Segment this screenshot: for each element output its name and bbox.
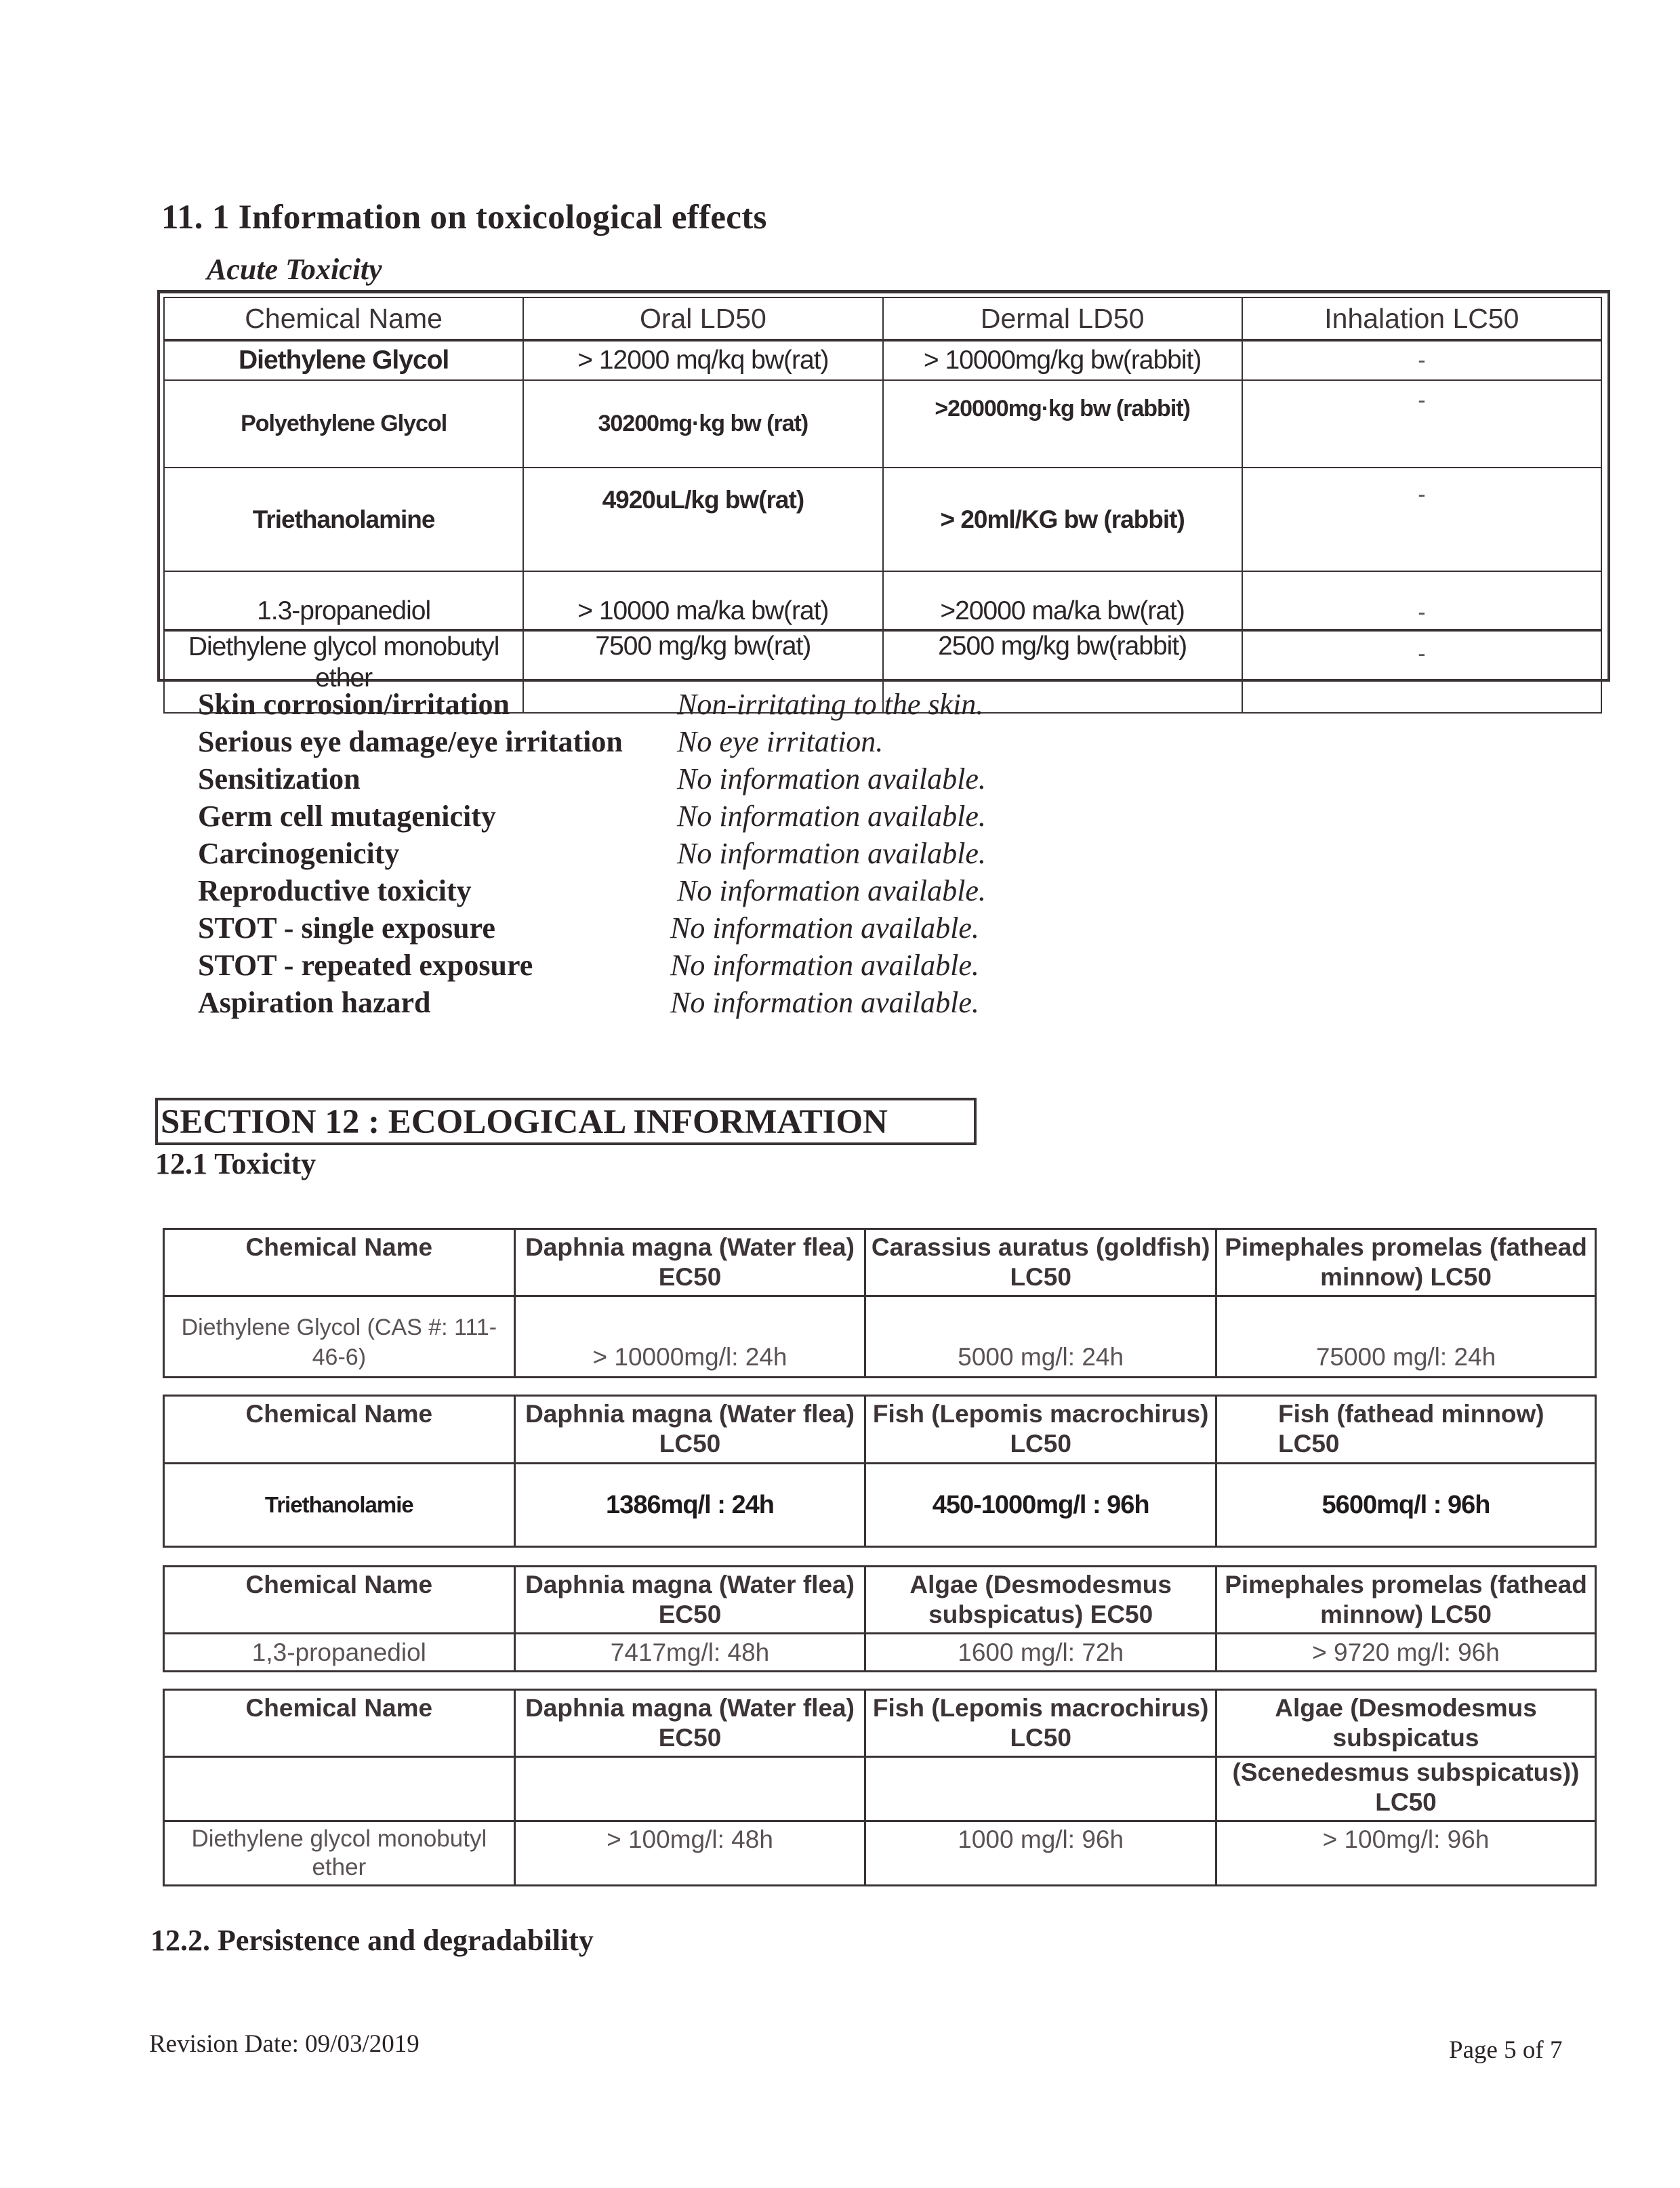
chemical-name-cell: Diethylene glycol monobutyl ether	[164, 1821, 515, 1886]
eco-toxicity-table-diethylene-glycol	[163, 1228, 1597, 1378]
dermal-ld50-cell: >20000 ma/ka bw(rat)	[883, 571, 1242, 630]
dermal-ld50-cell: 2500 mg/kg bw(rabbit)	[883, 630, 1242, 713]
column-header-continuation: (Scenedesmus subspicatus)) LC50	[1216, 1757, 1596, 1821]
property-row	[198, 798, 1147, 835]
column-header: Pimephales promelas (fathead minnow) LC50	[1216, 1229, 1596, 1296]
property-value: No information available.	[677, 874, 986, 907]
oral-ld50-cell: > 10000 ma/ka bw(rat)	[523, 571, 882, 630]
table-row	[164, 1296, 1596, 1378]
table-header-row	[164, 1690, 1596, 1757]
toxicology-properties-list	[198, 686, 1147, 1021]
column-header: Daphnia magna (Water flea) EC50	[514, 1229, 865, 1296]
column-header: Daphnia magna (Water flea) LC50	[514, 1396, 865, 1464]
column-header: Chemical Name	[164, 1567, 515, 1634]
table-header-row	[164, 1396, 1596, 1464]
column-header: Fish (Lepomis macrochirus) LC50	[865, 1396, 1216, 1464]
empty-cell	[164, 1757, 515, 1821]
table-header-row	[164, 1567, 1596, 1634]
empty-cell	[514, 1757, 865, 1821]
column-header: Inhalation LC50	[1242, 297, 1601, 340]
column-header: Algae (Desmodesmus subspicatus) EC50	[865, 1567, 1216, 1634]
value-cell: 1000 mg/l: 96h	[865, 1821, 1216, 1886]
dermal-ld50-cell: > 10000mg/kg bw(rabbit)	[883, 340, 1242, 380]
empty-cell	[865, 1757, 1216, 1821]
eco-toxicity-table-triethanolamine	[163, 1395, 1597, 1548]
column-header: Fish (fathead minnow) LC50	[1216, 1396, 1596, 1464]
column-header: Daphnia magna (Water flea) EC50	[514, 1690, 865, 1757]
property-label: Reproductive toxicity	[198, 874, 472, 907]
inhalation-lc50-cell: -	[1242, 468, 1601, 571]
property-row	[198, 909, 1147, 947]
column-header: Chemical Name	[164, 1229, 515, 1296]
column-header: Oral LD50	[523, 297, 882, 340]
value-cell: > 9720 mg/l: 96h	[1216, 1634, 1596, 1672]
oral-ld50-cell: 30200mg·kg bw (rat)	[523, 380, 882, 468]
section-11-1-heading: 11. 1 Information on toxicological effects	[161, 199, 767, 236]
toxicity-subheading: 12.1 Toxicity	[155, 1147, 316, 1180]
revision-date: Revision Date: 09/03/2019	[149, 2030, 419, 2058]
value-cell: 75000 mg/l: 24h	[1216, 1296, 1596, 1378]
property-row	[198, 984, 1147, 1021]
value-cell: > 100mg/l: 96h	[1216, 1821, 1596, 1886]
value-cell: > 100mg/l: 48h	[514, 1821, 865, 1886]
inhalation-lc50-cell: -	[1242, 630, 1601, 713]
property-row	[198, 872, 1147, 909]
column-header: Fish (Lepomis macrochirus) LC50	[865, 1690, 1216, 1757]
property-value: No information available.	[677, 762, 986, 796]
value-cell: 1600 mg/l: 72h	[865, 1634, 1216, 1672]
column-header: Dermal LD50	[883, 297, 1242, 340]
property-row	[198, 686, 1147, 723]
property-label: Carcinogenicity	[198, 837, 400, 870]
value-cell: 450-1000mg/l : 96h	[865, 1464, 1216, 1547]
column-header: Pimephales promelas (fathead minnow) LC50	[1216, 1567, 1596, 1634]
property-label: Germ cell mutagenicity	[198, 800, 496, 833]
chemical-name-cell: Triethanolamie	[164, 1464, 515, 1547]
inhalation-lc50-cell: -	[1242, 380, 1601, 468]
property-value: No information available.	[670, 911, 979, 945]
table-row	[164, 468, 1601, 571]
page-number: Page 5 of 7	[1449, 2036, 1563, 2064]
property-value: No eye irritation.	[677, 725, 884, 758]
acute-toxicity-table	[157, 290, 1610, 693]
property-value: Non-irritating to the skin.	[677, 688, 984, 721]
chemical-name-cell: 1.3-propanediol	[164, 571, 523, 630]
chemical-name-cell: 1,3-propanediol	[164, 1634, 515, 1672]
table-row	[164, 1634, 1596, 1672]
chemical-name-cell: Diethylene Glycol	[164, 340, 523, 380]
table-row	[164, 1464, 1596, 1547]
property-label: Skin corrosion/irritation	[198, 688, 510, 721]
dermal-ld50-cell: > 20ml/KG bw (rabbit)	[883, 468, 1242, 571]
chemical-name-cell: Triethanolamine	[164, 468, 523, 571]
chemical-name-cell: Diethylene glycol monobutyl ether	[164, 630, 523, 713]
property-label: STOT - repeated exposure	[198, 949, 533, 982]
inhalation-lc50-cell: -	[1242, 571, 1601, 630]
property-row	[198, 760, 1147, 798]
column-header: Chemical Name	[164, 1690, 515, 1757]
oral-ld50-cell: 7500 mg/kg bw(rat)	[523, 630, 882, 713]
value-cell: 5600mq/l : 96h	[1216, 1464, 1596, 1547]
dermal-ld50-cell: >20000mg·kg bw (rabbit)	[883, 380, 1242, 468]
persistence-degradability-heading: 12.2. Persistence and degradability	[150, 1924, 594, 1957]
property-row	[198, 723, 1147, 760]
acute-toxicity-subheading: Acute Toxicity	[207, 253, 382, 286]
table-row	[164, 1821, 1596, 1886]
property-label: Sensitization	[198, 762, 361, 796]
property-row	[198, 947, 1147, 984]
property-value: No information available.	[677, 837, 986, 870]
table-row	[164, 571, 1601, 630]
property-label: Aspiration hazard	[198, 986, 431, 1019]
column-header: Carassius auratus (goldfish) LC50	[865, 1229, 1216, 1296]
value-cell: 1386mq/l : 24h	[514, 1464, 865, 1547]
table-row	[164, 380, 1601, 468]
chemical-name-cell: Polyethylene Glycol	[164, 380, 523, 468]
property-label: STOT - single exposure	[198, 911, 495, 945]
table-header-row	[164, 1229, 1596, 1296]
section-12-heading: SECTION 12 : ECOLOGICAL INFORMATION	[155, 1098, 977, 1145]
column-header: Chemical Name	[164, 297, 523, 340]
oral-ld50-cell: > 12000 mq/kq bw(rat)	[523, 340, 882, 380]
column-header: Daphnia magna (Water flea) EC50	[514, 1567, 865, 1634]
inhalation-lc50-cell: -	[1242, 340, 1601, 380]
table-header-row	[164, 297, 1601, 340]
column-header: Chemical Name	[164, 1396, 515, 1464]
oral-ld50-cell: 4920uL/kg bw(rat)	[523, 468, 882, 571]
property-label: Serious eye damage/eye irritation	[198, 725, 623, 758]
chemical-name-cell: Diethylene Glycol (CAS #: 111-46-6)	[164, 1296, 515, 1378]
column-header: Algae (Desmodesmus subspicatus	[1216, 1690, 1596, 1757]
value-cell: 7417mg/l: 48h	[514, 1634, 865, 1672]
property-value: No information available.	[670, 986, 979, 1019]
value-cell: > 10000mg/l: 24h	[514, 1296, 865, 1378]
property-row	[198, 835, 1147, 872]
property-value: No information available.	[670, 949, 979, 982]
eco-toxicity-table-propanediol	[163, 1565, 1597, 1672]
property-value: No information available.	[677, 800, 986, 833]
table-row	[164, 1757, 1596, 1821]
table-row	[164, 340, 1601, 380]
value-cell: 5000 mg/l: 24h	[865, 1296, 1216, 1378]
eco-toxicity-table-dgbe	[163, 1689, 1597, 1880]
